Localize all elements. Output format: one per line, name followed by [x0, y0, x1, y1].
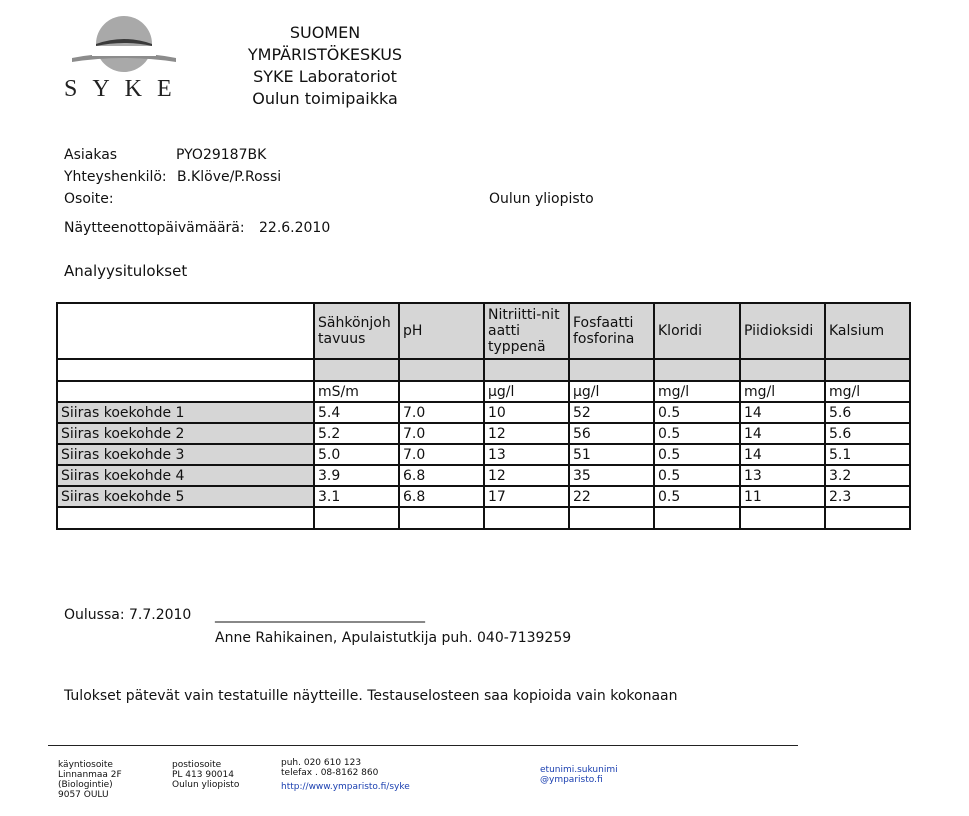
- value-cell: 2.3: [825, 486, 910, 507]
- unit-cell: mS/m: [314, 381, 399, 402]
- units-row: [57, 381, 910, 402]
- email-line: @ymparisto.fi: [540, 775, 603, 785]
- value-cell: 17: [484, 486, 569, 507]
- value-cell: 3.1: [314, 486, 399, 507]
- sample-date-label: Näytteenottopäivämäärä:: [64, 220, 245, 236]
- value-cell: 5.2: [314, 423, 399, 444]
- blank-cell: [399, 359, 484, 381]
- blank-cell: [654, 359, 740, 381]
- header-cell: Kloridi: [654, 303, 740, 359]
- syke-logo: [58, 14, 188, 104]
- post-label: postiosoite: [172, 760, 222, 770]
- header-row: [57, 303, 910, 359]
- value-cell: 35: [569, 465, 654, 486]
- address-label: Osoite:: [64, 191, 114, 207]
- value-cell: 51: [569, 444, 654, 465]
- value-cell: 14: [740, 402, 825, 423]
- header-cell: Piidioksidi: [740, 303, 825, 359]
- value-cell: 0.5: [654, 402, 740, 423]
- empty-cell: [399, 507, 484, 529]
- blank-corner-cell: [57, 359, 314, 381]
- value-cell: 7.0: [399, 423, 484, 444]
- post-line: PL 413 90014: [172, 770, 234, 780]
- value-cell: 5.0: [314, 444, 399, 465]
- value-cell: 5.4: [314, 402, 399, 423]
- value-cell: 5.1: [825, 444, 910, 465]
- row-label: Siiras koekohde 4: [57, 465, 314, 486]
- footer-phone-block: [281, 758, 410, 792]
- table-row: [57, 465, 910, 486]
- value-cell: 11: [740, 486, 825, 507]
- value-cell: 0.5: [654, 444, 740, 465]
- value-cell: 12: [484, 423, 569, 444]
- empty-cell: [825, 507, 910, 529]
- value-cell: 10: [484, 402, 569, 423]
- unit-cell: mg/l: [825, 381, 910, 402]
- row-label: Siiras koekohde 1: [57, 402, 314, 423]
- value-cell: 3.2: [825, 465, 910, 486]
- value-cell: 12: [484, 465, 569, 486]
- empty-cell: [740, 507, 825, 529]
- table-row: [57, 444, 910, 465]
- value-cell: 7.0: [399, 402, 484, 423]
- blank-cell: [314, 359, 399, 381]
- blank-cell: [484, 359, 569, 381]
- table-row: [57, 486, 910, 507]
- organization-header: [225, 22, 425, 110]
- unit-cell: mg/l: [654, 381, 740, 402]
- footer-divider: [48, 745, 798, 746]
- header-corner-cell: [57, 303, 314, 359]
- signer: Anne Rahikainen, Apulaistutkija puh. 040-7139259: [215, 630, 572, 646]
- org-line-2: YMPÄRISTÖKESKUS: [247, 45, 403, 64]
- results-table: [56, 302, 911, 530]
- row-label: Siiras koekohde 5: [57, 486, 314, 507]
- header-cell: Sähkönjoh tavuus: [314, 303, 399, 359]
- empty-cell: [569, 507, 654, 529]
- unit-cell: µg/l: [569, 381, 654, 402]
- header-cell: pH: [399, 303, 484, 359]
- empty-cell: [654, 507, 740, 529]
- org-line-4: Oulun toimipaikka: [252, 89, 398, 108]
- org-line-1: SUOMEN: [289, 23, 361, 42]
- row-label: Siiras koekohde 3: [57, 444, 314, 465]
- value-cell: 0.5: [654, 465, 740, 486]
- signature-line: ______________________________: [215, 607, 425, 623]
- value-cell: 0.5: [654, 486, 740, 507]
- client-label: Asiakas: [64, 147, 118, 163]
- org-line-3: SYKE Laboratoriot: [253, 67, 397, 86]
- value-cell: 0.5: [654, 423, 740, 444]
- visit-line: 9057 OULU: [58, 790, 109, 800]
- visit-line: (Biologintie): [58, 780, 113, 790]
- blank-cell: [825, 359, 910, 381]
- value-cell: 6.8: [399, 486, 484, 507]
- value-cell: 22: [569, 486, 654, 507]
- header-cell: Nitriitti-nit aatti typpenä: [484, 303, 569, 359]
- table-row: [57, 402, 910, 423]
- blank-header-row: [57, 359, 910, 381]
- unit-cell: [399, 381, 484, 402]
- value-cell: 13: [484, 444, 569, 465]
- value-cell: 56: [569, 423, 654, 444]
- empty-cell: [314, 507, 399, 529]
- unit-cell: mg/l: [740, 381, 825, 402]
- visit-line: Linnanmaa 2F: [58, 770, 122, 780]
- value-cell: 14: [740, 444, 825, 465]
- value-cell: 6.8: [399, 465, 484, 486]
- footer-email[interactable]: [540, 765, 618, 785]
- value-cell: 5.6: [825, 402, 910, 423]
- blank-cell: [569, 359, 654, 381]
- footer-visit-address: [58, 760, 122, 800]
- email-line: etunimi.sukunimi: [540, 765, 618, 775]
- post-line: Oulun yliopisto: [172, 780, 240, 790]
- fax-text: telefax . 08-8162 860: [281, 768, 379, 778]
- empty-row: [57, 507, 910, 529]
- value-cell: 13: [740, 465, 825, 486]
- units-corner-cell: [57, 381, 314, 402]
- place-date: Oulussa: 7.7.2010: [64, 607, 192, 623]
- website-link[interactable]: http://www.ymparisto.fi/syke: [281, 782, 410, 792]
- unit-cell: µg/l: [484, 381, 569, 402]
- disclaimer: Tulokset pätevät vain testatuille näytteille. Testauselosteen saa kopioida vain kokonaan: [64, 688, 678, 704]
- empty-cell: [57, 507, 314, 529]
- table-row: [57, 423, 910, 444]
- address-value: Oulun yliopisto: [489, 191, 594, 207]
- value-cell: 5.6: [825, 423, 910, 444]
- blank-cell: [740, 359, 825, 381]
- contact-label: Yhteyshenkilö:: [64, 169, 167, 185]
- value-cell: 52: [569, 402, 654, 423]
- footer-postal-address: [172, 760, 239, 790]
- value-cell: 7.0: [399, 444, 484, 465]
- sample-date-value: 22.6.2010: [259, 220, 331, 236]
- header-cell: Fosfaatti fosforina: [569, 303, 654, 359]
- client-value: PYO29187BK: [176, 147, 267, 163]
- value-cell: 14: [740, 423, 825, 444]
- row-label: Siiras koekohde 2: [57, 423, 314, 444]
- empty-cell: [484, 507, 569, 529]
- contact-value: B.Klöve/P.Rossi: [177, 169, 282, 185]
- results-title: Analyysitulokset: [64, 262, 188, 280]
- header-cell: Kalsium: [825, 303, 910, 359]
- logo-wordmark: SYKE: [64, 76, 187, 102]
- phone-text: puh. 020 610 123: [281, 758, 362, 768]
- visit-label: käyntiosoite: [58, 760, 113, 770]
- value-cell: 3.9: [314, 465, 399, 486]
